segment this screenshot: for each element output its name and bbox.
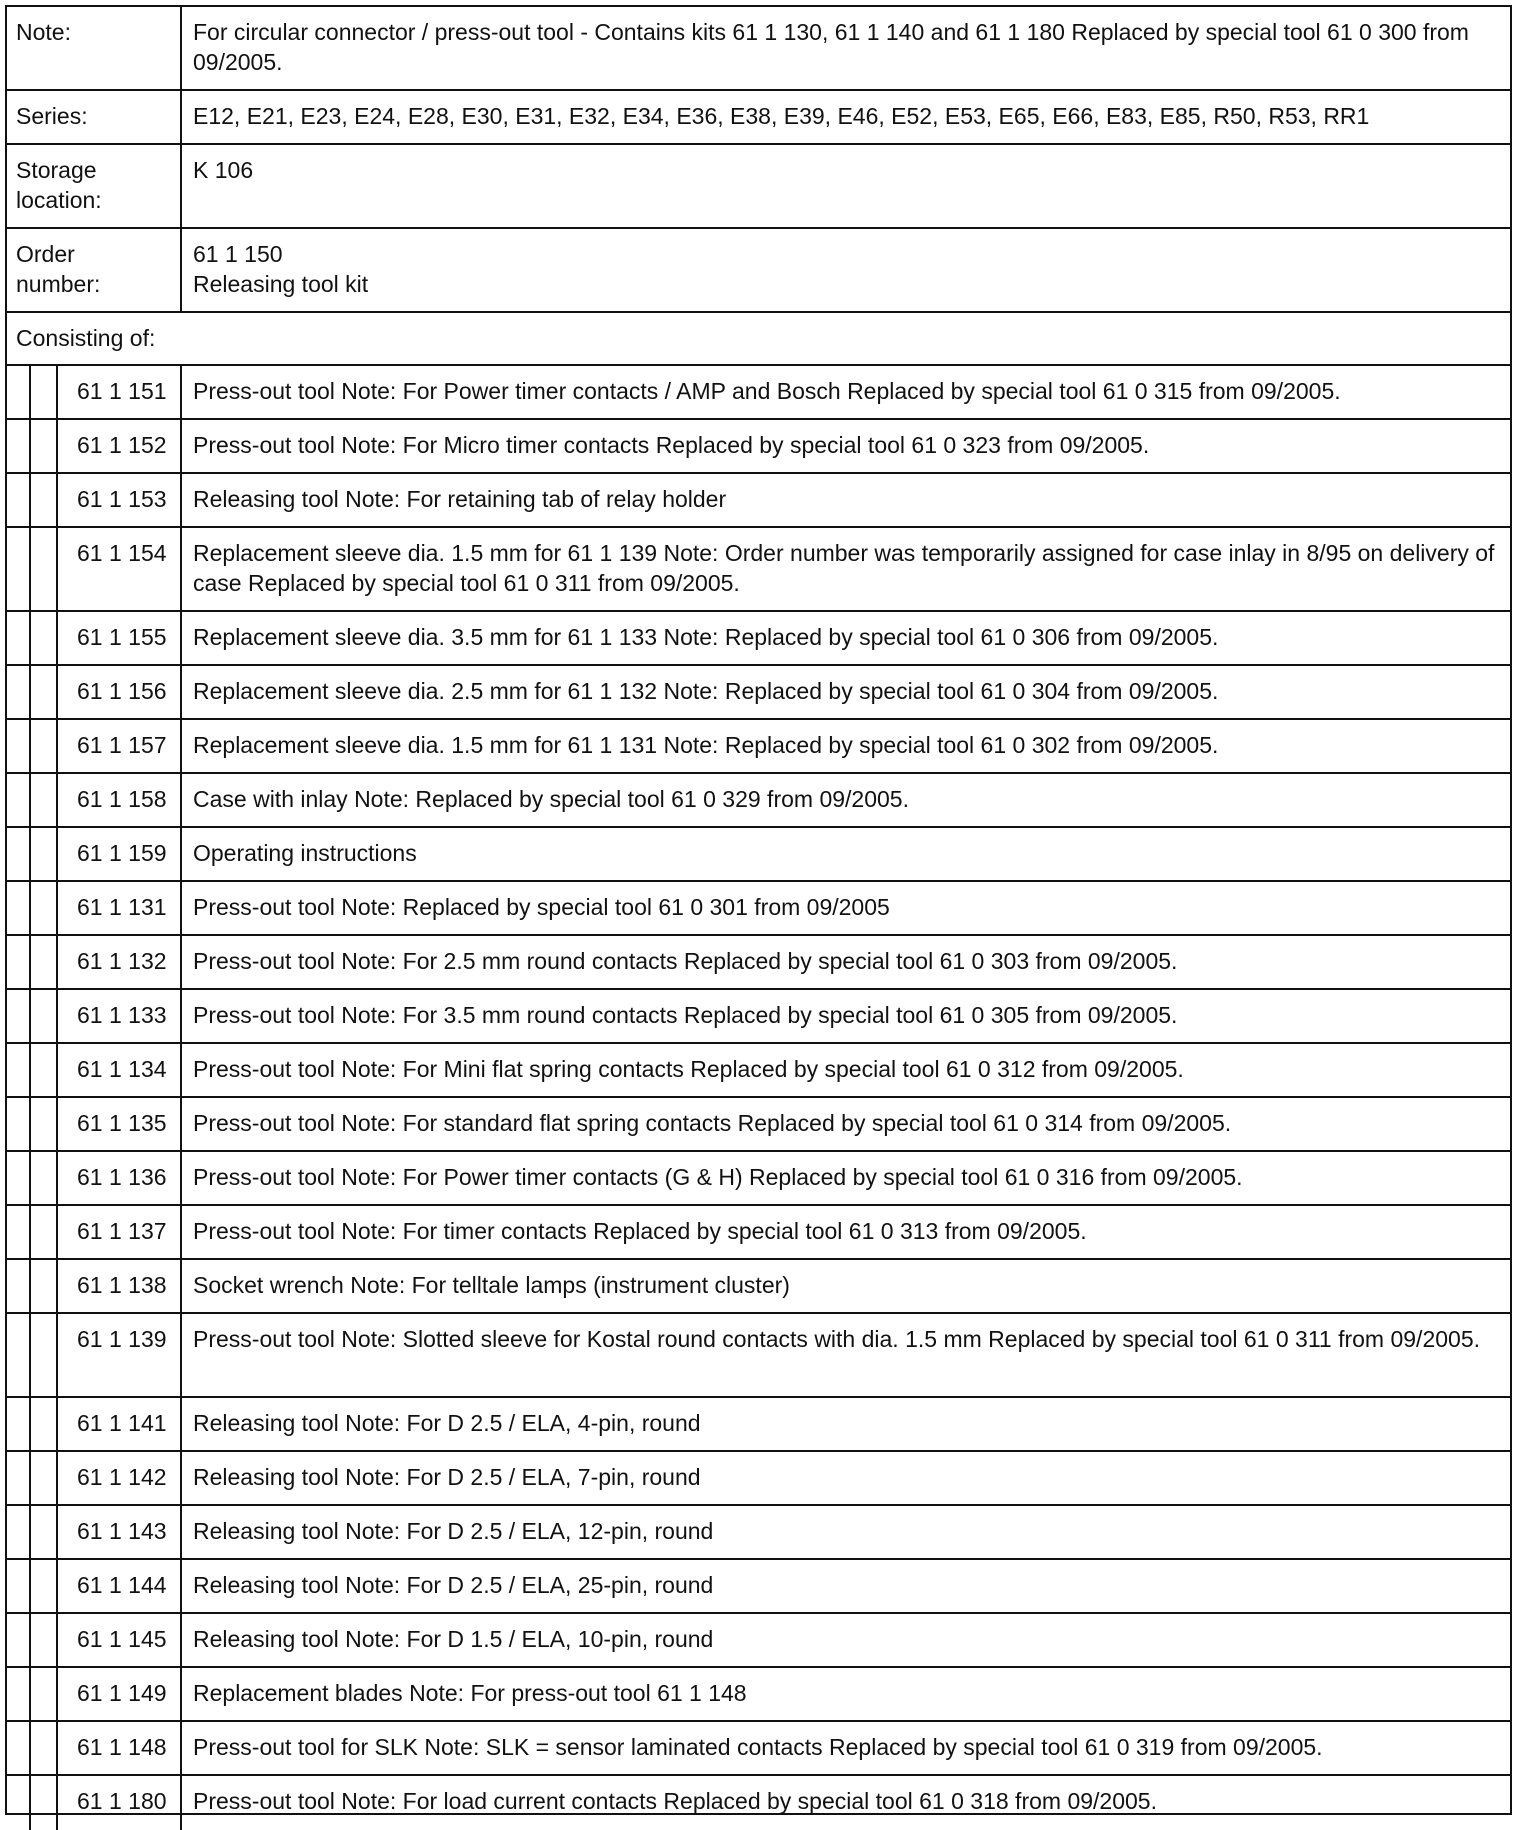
storage-row	[7, 145, 1510, 229]
component-number: 61 1 144	[58, 1560, 182, 1612]
indent-cell	[7, 366, 31, 418]
order-value	[182, 229, 1510, 311]
indent-cell	[7, 1260, 31, 1312]
series-value: E12, E21, E23, E24, E28, E30, E31, E32, E34, E36, E38, E39, E46, E52, E53, E65, E66, E83, E85, R50, R53, RR1	[193, 103, 1370, 129]
indent-cell	[31, 420, 58, 472]
component-description: Press-out tool Note: For load current contacts Replaced by special tool 61 0 318 from 09/2005.	[193, 1788, 1157, 1814]
component-description: Press-out tool Note: For 2.5 mm round contacts Replaced by special tool 61 0 303 from 09/2005.	[193, 948, 1178, 974]
component-row	[7, 990, 1510, 1044]
indent-cell	[7, 1398, 31, 1450]
component-description: Press-out tool for SLK Note: SLK = sensor laminated contacts Replaced by special tool 61 0 319 from 09/2005.	[193, 1734, 1323, 1760]
note-row	[7, 7, 1510, 91]
component-row	[7, 366, 1510, 420]
component-row	[7, 528, 1510, 612]
component-number: 61 1 148	[58, 1722, 182, 1774]
component-number: 61 1 139	[58, 1314, 182, 1396]
tool-info-table	[5, 5, 1512, 1815]
indent-cell	[31, 1206, 58, 1258]
component-row	[7, 936, 1510, 990]
component-row	[7, 1506, 1510, 1560]
indent-cell	[31, 882, 58, 934]
indent-cell	[7, 720, 31, 772]
indent-cell	[7, 420, 31, 472]
indent-cell	[31, 1560, 58, 1612]
component-number: 61 1 134	[58, 1044, 182, 1096]
component-row	[7, 1206, 1510, 1260]
component-number: 61 1 145	[58, 1614, 182, 1666]
indent-cell	[7, 1614, 31, 1666]
component-row	[7, 720, 1510, 774]
indent-cell	[7, 882, 31, 934]
component-description: Replacement blades Note: For press-out tool 61 1 148	[193, 1680, 747, 1706]
component-description: Releasing tool Note: For retaining tab of relay holder	[193, 486, 727, 512]
indent-cell	[31, 666, 58, 718]
order-label: Order number:	[7, 229, 182, 311]
component-row	[7, 1452, 1510, 1506]
component-number: 61 1 158	[58, 774, 182, 826]
component-number: 61 1 132	[58, 936, 182, 988]
component-number: 61 1 180	[58, 1776, 182, 1830]
component-description: Case with inlay Note: Replaced by special tool 61 0 329 from 09/2005.	[193, 786, 909, 812]
indent-cell	[7, 1206, 31, 1258]
indent-cell	[31, 1044, 58, 1096]
indent-cell	[31, 774, 58, 826]
indent-cell	[7, 1044, 31, 1096]
indent-cell	[7, 1776, 31, 1830]
component-row	[7, 1152, 1510, 1206]
component-row	[7, 1044, 1510, 1098]
storage-label: Storage location:	[7, 145, 182, 227]
component-row	[7, 474, 1510, 528]
indent-cell	[7, 936, 31, 988]
indent-cell	[7, 1506, 31, 1558]
indent-cell	[31, 828, 58, 880]
component-description: Replacement sleeve dia. 1.5 mm for 61 1 131 Note: Replaced by special tool 61 0 302 from 09/2005.	[193, 732, 1219, 758]
indent-cell	[7, 1722, 31, 1774]
order-row	[7, 229, 1510, 313]
component-row	[7, 1722, 1510, 1776]
component-description: Replacement sleeve dia. 2.5 mm for 61 1 132 Note: Replaced by special tool 61 0 304 from 09/2005.	[193, 678, 1219, 704]
component-description: Press-out tool Note: For Power timer contacts (G & H) Replaced by special tool 61 0 316 from 09/2005.	[193, 1164, 1243, 1190]
component-row	[7, 666, 1510, 720]
component-description: Replacement sleeve dia. 3.5 mm for 61 1 133 Note: Replaced by special tool 61 0 306 from 09/2005.	[193, 624, 1219, 650]
note-value: For circular connector / press-out tool - Contains kits 61 1 130, 61 1 140 and 61 1 180 Replaced by special tool 61 0 300 from 09/2005.	[193, 19, 1469, 75]
indent-cell	[31, 1614, 58, 1666]
order-number: 61 1 150	[193, 241, 283, 267]
component-number: 61 1 153	[58, 474, 182, 526]
component-number: 61 1 154	[58, 528, 182, 610]
component-number: 61 1 157	[58, 720, 182, 772]
indent-cell	[31, 1398, 58, 1450]
indent-cell	[31, 1452, 58, 1504]
indent-cell	[31, 528, 58, 610]
series-row	[7, 91, 1510, 145]
indent-cell	[7, 1560, 31, 1612]
indent-cell	[7, 990, 31, 1042]
component-number: 61 1 133	[58, 990, 182, 1042]
indent-cell	[31, 936, 58, 988]
consisting-row	[7, 313, 1510, 366]
indent-cell	[7, 612, 31, 664]
component-number: 61 1 135	[58, 1098, 182, 1150]
component-row	[7, 1398, 1510, 1452]
component-description: Press-out tool Note: For standard flat spring contacts Replaced by special tool 61 0 314 from 09/2005.	[193, 1110, 1232, 1136]
component-description: Socket wrench Note: For telltale lamps (instrument cluster)	[193, 1272, 790, 1298]
indent-cell	[7, 828, 31, 880]
indent-cell	[31, 1260, 58, 1312]
indent-cell	[31, 1314, 58, 1396]
indent-cell	[31, 612, 58, 664]
component-row	[7, 882, 1510, 936]
indent-cell	[31, 366, 58, 418]
component-number: 61 1 159	[58, 828, 182, 880]
indent-cell	[31, 1722, 58, 1774]
component-number: 61 1 149	[58, 1668, 182, 1720]
indent-cell	[31, 1152, 58, 1204]
component-row	[7, 774, 1510, 828]
indent-cell	[31, 1776, 58, 1830]
component-description: Press-out tool Note: For 3.5 mm round contacts Replaced by special tool 61 0 305 from 09/2005.	[193, 1002, 1178, 1028]
series-label: Series:	[7, 91, 182, 143]
component-number: 61 1 152	[58, 420, 182, 472]
component-description: Operating instructions	[193, 840, 417, 866]
component-description: Releasing tool Note: For D 2.5 / ELA, 12-pin, round	[193, 1518, 714, 1544]
component-number: 61 1 151	[58, 366, 182, 418]
component-number: 61 1 131	[58, 882, 182, 934]
component-number: 61 1 143	[58, 1506, 182, 1558]
component-description: Replacement sleeve dia. 1.5 mm for 61 1 139 Note: Order number was temporarily assigned for case inlay in 8/95 on delivery of case Replaced by special tool 61 0 311 from 09/2005.	[193, 540, 1495, 596]
component-description: Press-out tool Note: Replaced by special tool 61 0 301 from 09/2005	[193, 894, 890, 920]
indent-cell	[7, 474, 31, 526]
component-number: 61 1 138	[58, 1260, 182, 1312]
component-description: Press-out tool Note: For Micro timer contacts Replaced by special tool 61 0 323 from 09/2005.	[193, 432, 1150, 458]
component-description: Press-out tool Note: For timer contacts Replaced by special tool 61 0 313 from 09/2005.	[193, 1218, 1087, 1244]
storage-value: K 106	[193, 157, 254, 183]
indent-cell	[31, 1098, 58, 1150]
indent-cell	[7, 1452, 31, 1504]
component-row	[7, 612, 1510, 666]
indent-cell	[7, 1152, 31, 1204]
indent-cell	[7, 1314, 31, 1396]
indent-cell	[31, 474, 58, 526]
component-number: 61 1 136	[58, 1152, 182, 1204]
component-description: Releasing tool Note: For D 2.5 / ELA, 7-pin, round	[193, 1464, 701, 1490]
component-row	[7, 1260, 1510, 1314]
indent-cell	[31, 720, 58, 772]
component-description: Press-out tool Note: For Power timer contacts / AMP and Bosch Replaced by special tool 61 0 315 from 09/2005.	[193, 378, 1341, 404]
component-number: 61 1 142	[58, 1452, 182, 1504]
indent-cell	[7, 1098, 31, 1150]
component-description: Press-out tool Note: Slotted sleeve for Kostal round contacts with dia. 1.5 mm Replaced by special tool 61 0 311 from 09/2005.	[193, 1326, 1481, 1352]
component-row	[7, 1560, 1510, 1614]
component-row	[7, 1098, 1510, 1152]
note-label: Note:	[7, 7, 182, 89]
indent-cell	[7, 774, 31, 826]
component-number: 61 1 137	[58, 1206, 182, 1258]
component-description: Releasing tool Note: For D 2.5 / ELA, 25-pin, round	[193, 1572, 714, 1598]
indent-cell	[31, 1506, 58, 1558]
indent-cell	[7, 528, 31, 610]
component-number: 61 1 155	[58, 612, 182, 664]
indent-cell	[7, 666, 31, 718]
indent-cell	[7, 1668, 31, 1720]
order-description: Releasing tool kit	[193, 271, 369, 297]
component-description: Releasing tool Note: For D 1.5 / ELA, 10-pin, round	[193, 1626, 714, 1652]
consisting-label: Consisting of:	[16, 325, 156, 351]
component-number: 61 1 141	[58, 1398, 182, 1450]
component-row	[7, 1314, 1510, 1398]
component-description: Press-out tool Note: For Mini flat spring contacts Replaced by special tool 61 0 312 from 09/2005.	[193, 1056, 1184, 1082]
component-row	[7, 1614, 1510, 1668]
component-description: Releasing tool Note: For D 2.5 / ELA, 4-pin, round	[193, 1410, 701, 1436]
component-row	[7, 828, 1510, 882]
component-row	[7, 420, 1510, 474]
component-row	[7, 1776, 1510, 1830]
indent-cell	[31, 1668, 58, 1720]
component-number: 61 1 156	[58, 666, 182, 718]
component-row	[7, 1668, 1510, 1722]
indent-cell	[31, 990, 58, 1042]
